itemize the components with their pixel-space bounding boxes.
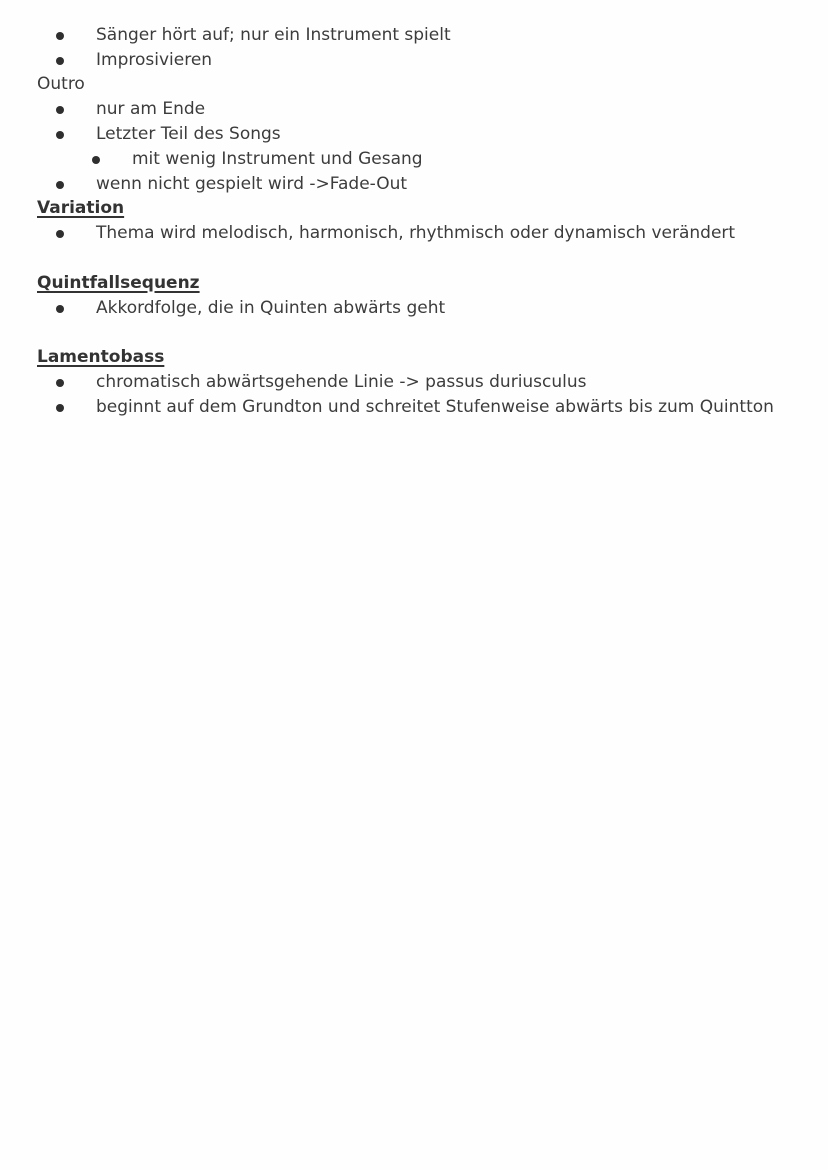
list-item-text: Improsivieren — [96, 50, 213, 70]
heading-text: Lamentobass — [37, 347, 165, 367]
bullet-icon — [56, 305, 64, 313]
list-item-text: Thema wird melodisch, harmonisch, rhythmisch oder dynamisch verändert — [96, 223, 736, 243]
heading-text: Quintfallsequenz — [37, 273, 200, 293]
bullet-icon — [92, 156, 100, 164]
list-item-text: wenn nicht gespielt wird ->Fade-Out — [96, 174, 408, 194]
list-item-text: Letzter Teil des Songs — [96, 124, 281, 144]
bullet-icon — [56, 404, 64, 412]
list-item-text: Akkordfolge, die in Quinten abwärts geht — [96, 298, 446, 318]
bullet-icon — [56, 106, 64, 114]
heading-text: Variation — [37, 198, 125, 218]
list-item-text: beginnt auf dem Grundton und schreitet Stufenweise abwärts bis zum Quintton — [96, 397, 774, 417]
bullet-icon — [56, 181, 64, 189]
sub-list-item-text: mit wenig Instrument und Gesang — [132, 149, 423, 169]
list-item-text: Sänger hört auf; nur ein Instrument spielt — [96, 25, 451, 45]
bullet-icon — [56, 32, 64, 40]
list-item-text: chromatisch abwärtsgehende Linie -> passus duriusculus — [96, 372, 587, 392]
bullet-icon — [56, 379, 64, 387]
heading-text: Outro — [37, 74, 85, 94]
bullet-icon — [56, 230, 64, 238]
bullet-icon — [56, 57, 64, 65]
list-item-text: nur am Ende — [96, 99, 206, 119]
bullet-icon — [56, 131, 64, 139]
